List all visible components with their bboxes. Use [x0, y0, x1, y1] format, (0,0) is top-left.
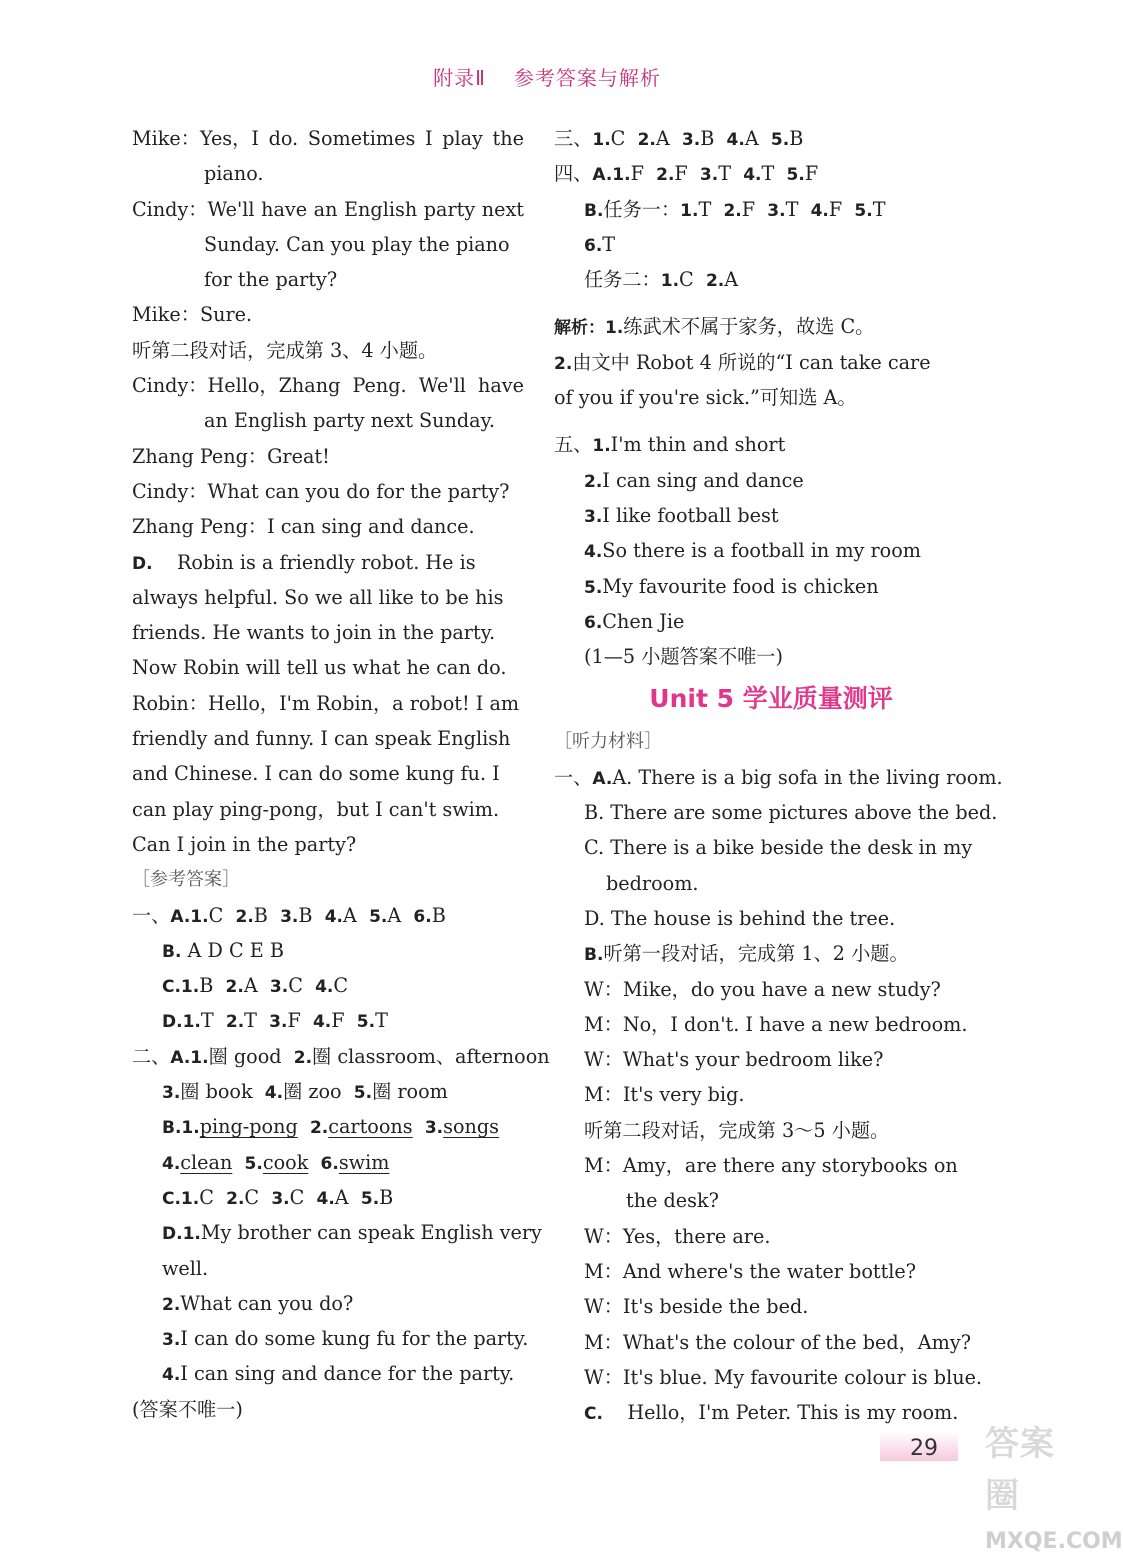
- line-text: C. There is a bike beside the desk in my: [584, 836, 973, 860]
- answer-text: I can sing and dance: [602, 468, 804, 492]
- answer-text: C: [289, 1185, 317, 1209]
- listening-material: [554, 724, 1003, 1430]
- answer-text: T: [785, 197, 811, 221]
- answer-text: A. There is a big sofa in the living room.: [612, 765, 1003, 789]
- word: the: [492, 127, 524, 150]
- answer-text: 圈 room: [372, 1080, 448, 1104]
- answer-text: I can sing and dance for the party.: [180, 1362, 515, 1386]
- answer-text: B: [253, 903, 281, 927]
- text-line: [132, 1109, 524, 1144]
- item-number: 5.: [353, 1083, 373, 1104]
- line-text: M：No，I don't. I have a new bedroom.: [584, 1012, 968, 1036]
- text-line: [554, 936, 974, 971]
- underlined-answer: cartoons: [328, 1115, 413, 1139]
- item-number: 4.: [162, 1365, 181, 1386]
- underlined-answer: ping-pong: [199, 1115, 298, 1139]
- word: next: [481, 197, 524, 221]
- text-line: [132, 650, 524, 685]
- item-number: A.1.: [170, 1047, 209, 1068]
- text-line: [132, 1251, 524, 1286]
- answer-text: B: [199, 974, 226, 998]
- answer-text: Hello，I'm Peter. This is my room.: [602, 1401, 959, 1425]
- word: We'll: [418, 374, 466, 398]
- item-number: 3.: [162, 1083, 181, 1104]
- item-number: 4.: [312, 1012, 332, 1033]
- text-line: [132, 1321, 529, 1356]
- text-line: [554, 972, 974, 1007]
- answer-text: C: [610, 127, 638, 150]
- line-text: 听第二段对话，完成第 3～5 小题。: [584, 1118, 890, 1142]
- answer-text: B: [298, 903, 325, 927]
- text-line: [554, 795, 998, 830]
- answer-text: 圈 classroom、afternoon: [312, 1044, 550, 1068]
- line-text: ［听力材料］: [554, 731, 662, 753]
- item-number: C.1.: [162, 1188, 200, 1209]
- underlined-answer: swim: [338, 1150, 390, 1174]
- item-number: 2.: [225, 1012, 245, 1033]
- line-text: M：It's very big.: [584, 1083, 745, 1107]
- text-line: [554, 724, 974, 759]
- item-number: 2.: [162, 1294, 181, 1315]
- text-line: [132, 297, 524, 332]
- text-line: [132, 827, 524, 862]
- header-appendix: 附录Ⅱ: [433, 66, 486, 90]
- line-text: Robin：Hello，I'm Robin，a robot! I am: [132, 691, 520, 715]
- line-text: Cindy：What can you do for the party?: [132, 479, 510, 503]
- answer-text: 圈 good: [208, 1044, 294, 1068]
- answer-text: F: [828, 197, 855, 221]
- text-line: [554, 1219, 974, 1254]
- answer-text: 由文中 Robot 4 所说的“I can take care: [572, 350, 931, 374]
- item-number: 4.: [315, 977, 334, 998]
- text-line: [554, 463, 974, 498]
- answer-text: C: [288, 974, 316, 998]
- answer-text: C: [244, 1185, 272, 1209]
- text-line: [132, 262, 524, 297]
- line-text: can play ping-pong，but I can't swim.: [132, 797, 500, 821]
- answer-text: [413, 1115, 425, 1138]
- item-number: 3.: [681, 130, 701, 150]
- answer-text: C: [199, 1185, 227, 1209]
- word: an: [313, 197, 338, 221]
- text-line: [132, 509, 524, 544]
- answer-text: T: [244, 1009, 270, 1033]
- answer-text: A: [343, 903, 370, 927]
- item-number: 3.: [424, 1118, 444, 1139]
- text-line: [132, 1074, 524, 1109]
- line-text: D. The house is behind the tree.: [584, 906, 896, 930]
- text-line: [132, 227, 524, 262]
- answer-text: T: [761, 162, 787, 186]
- answer-text: So there is a football in my room: [602, 539, 921, 563]
- header-title: 参考答案与解析: [513, 66, 661, 90]
- line-text: M：And where's the water bottle?: [584, 1259, 917, 1283]
- item-number: A.: [592, 768, 613, 789]
- item-number: D.1.: [162, 1224, 201, 1245]
- line-text: W：What's your bedroom like?: [584, 1048, 884, 1072]
- text-line: [132, 580, 524, 615]
- item-number: 6.: [584, 235, 603, 256]
- line-text: W：Yes，there are.: [584, 1224, 771, 1248]
- answer-text: [308, 1151, 320, 1174]
- line-text: 一、: [554, 765, 593, 789]
- answer-text: A: [334, 1185, 361, 1209]
- item-number: 解析：1.: [554, 318, 624, 339]
- text-line: [132, 1145, 524, 1180]
- text-line: [554, 156, 974, 191]
- line-text: M：What's the colour of the bed，Amy?: [584, 1330, 971, 1354]
- item-number: B.: [584, 945, 604, 966]
- item-number: 2.: [584, 471, 603, 492]
- answer-text: F: [287, 1009, 313, 1033]
- answer-text: C: [333, 974, 349, 998]
- item-number: 1.: [592, 436, 611, 457]
- line-text: Zhang Peng：Great!: [132, 444, 330, 468]
- answer-text: B: [431, 903, 446, 927]
- line-text: W：It's beside the bed.: [584, 1295, 809, 1319]
- text-line: [554, 192, 974, 227]
- item-number: 6.: [320, 1153, 339, 1174]
- answer-text: F: [674, 162, 700, 186]
- text-line: [132, 862, 524, 897]
- line-text: Sunday. Can you play the piano: [204, 232, 510, 256]
- item-number: 5.: [770, 130, 790, 150]
- answer-text: A D C E B: [181, 938, 284, 962]
- answer-text: 任务一：: [603, 197, 681, 221]
- answer-text: A: [387, 903, 414, 927]
- text-line: [554, 427, 974, 462]
- text-line: [554, 1007, 974, 1042]
- text-line: [132, 1215, 542, 1250]
- item-number: C.: [584, 1404, 603, 1425]
- line-text: Now Robin will tell us what he can do.: [132, 656, 507, 680]
- item-number: 3.: [269, 977, 289, 998]
- text-line: [132, 1039, 550, 1074]
- item-number: 1.: [680, 200, 699, 221]
- answer-text: B: [789, 127, 804, 150]
- line-text: well.: [162, 1256, 209, 1280]
- line-text: Zhang Peng：I can sing and dance.: [132, 515, 475, 539]
- text-line: [132, 898, 524, 933]
- item-number: B.: [162, 941, 182, 962]
- word: party: [423, 197, 476, 221]
- text-line: [554, 533, 974, 568]
- word: have: [478, 374, 524, 398]
- answer-text: B: [700, 127, 727, 150]
- item-number: A.1.: [592, 165, 631, 186]
- text-line: [132, 1180, 524, 1215]
- text-line: [554, 604, 974, 639]
- line-text: Mike：Sure.: [132, 303, 253, 327]
- item-label: D.: [132, 553, 153, 574]
- text-line: [554, 901, 974, 936]
- word: have: [261, 197, 308, 221]
- word: Cindy：We'll: [132, 197, 255, 221]
- line-text: 四、: [554, 162, 593, 186]
- watermark-line2: MXQE.COM: [985, 1529, 1123, 1554]
- line-text: for the party?: [204, 268, 338, 292]
- text-line: [554, 1077, 974, 1112]
- item-number: 5.: [786, 165, 805, 186]
- item-number: 4.: [810, 200, 829, 221]
- answer-text: T: [872, 197, 886, 221]
- text-line: [554, 309, 974, 344]
- text-line: [132, 156, 524, 191]
- line-text: piano.: [204, 162, 264, 186]
- answer-text: What can you do?: [180, 1291, 354, 1315]
- answer-text: 任务二：: [584, 268, 661, 292]
- answer-text: T: [200, 1009, 226, 1033]
- line-text: (答案不唯一): [132, 1397, 243, 1421]
- line-text: and Chinese. I can do some kung fu. I: [132, 762, 500, 786]
- text-line: [554, 1395, 974, 1430]
- page-number: 29: [880, 1431, 958, 1461]
- word: English: [344, 197, 418, 221]
- word: Mike：Yes，I: [132, 127, 259, 150]
- line-text: B. There are some pictures above the bed.: [584, 801, 998, 825]
- answer-text: [298, 1115, 310, 1138]
- item-number: C.1.: [162, 977, 200, 998]
- item-number: 4.: [324, 906, 343, 927]
- line-text: 一、: [132, 903, 171, 927]
- answers-section-3-4: [554, 121, 974, 297]
- text-line: [132, 968, 524, 1003]
- text-line: [132, 756, 524, 791]
- answer-text: C: [208, 903, 236, 927]
- item-number: A.1.: [170, 906, 209, 927]
- text-line: [132, 333, 524, 368]
- text-line: [132, 721, 524, 756]
- line-text: friends. He wants to join in the party.: [132, 621, 496, 645]
- right-column: [554, 121, 1003, 1430]
- item-number: D.1.: [162, 1012, 201, 1033]
- item-number: 5.: [360, 1188, 380, 1209]
- item-number: 6.: [584, 612, 603, 633]
- text-line: [554, 262, 974, 297]
- underlined-answer: clean: [180, 1150, 233, 1174]
- item-number: 2.: [656, 165, 675, 186]
- answer-text: F: [630, 162, 657, 186]
- answer-text: Chen Jie: [602, 609, 685, 633]
- item-number: 4.: [264, 1083, 284, 1104]
- item-number: 3.: [767, 200, 786, 221]
- item-number: B.1.: [162, 1118, 200, 1139]
- item-number: 6.: [413, 906, 432, 927]
- item-number: 4.: [584, 542, 603, 563]
- word: I: [424, 127, 433, 150]
- word: do.: [268, 127, 299, 150]
- unit-title: Unit 5 学业质量测评: [649, 684, 893, 714]
- answer-text: A: [744, 127, 771, 150]
- answer-text: F: [804, 162, 819, 186]
- text-line: [132, 1003, 524, 1038]
- item-number: 5.: [854, 200, 873, 221]
- answer-text: [232, 1151, 244, 1174]
- text-line: [554, 760, 1003, 795]
- text-line: [132, 1356, 524, 1391]
- item-number: 5.: [356, 1012, 376, 1033]
- analysis-section: [554, 309, 974, 415]
- item-number: 5.: [369, 906, 388, 927]
- text-line: [554, 1148, 974, 1183]
- text-line: [554, 1254, 974, 1289]
- answer-text: F: [331, 1009, 357, 1033]
- item-number: 2.: [293, 1047, 313, 1068]
- text-line: [554, 1183, 974, 1218]
- line-text: always helpful. So we all like to be his: [132, 585, 504, 609]
- item-number: 2.: [554, 353, 573, 374]
- text-line: [132, 933, 524, 968]
- answer-text: B: [379, 1185, 394, 1209]
- answer-text: T: [698, 197, 724, 221]
- text-line: [554, 830, 974, 865]
- page-header: [0, 62, 1094, 91]
- word: Cindy：Hello，Zhang: [132, 374, 341, 398]
- line-text: 听第二段对话，完成第 3、4 小题。: [132, 338, 438, 362]
- answer-text: A: [655, 127, 682, 150]
- item-number: 3.: [271, 1188, 290, 1209]
- item-number: 3.: [584, 506, 603, 527]
- text-line: [554, 498, 974, 533]
- text-line: [132, 439, 524, 474]
- item-number: 2.: [225, 977, 244, 998]
- answer-text: 圈 zoo: [283, 1080, 354, 1104]
- item-number: B.: [584, 200, 604, 221]
- item-number: 1.: [592, 130, 611, 150]
- line-text: W：Mike，do you have a new study?: [584, 977, 941, 1001]
- item-number: 5.: [244, 1153, 263, 1174]
- item-number: 3.: [162, 1330, 181, 1351]
- line-text: bedroom.: [606, 871, 699, 895]
- answer-text: A: [243, 974, 270, 998]
- item-number: 4.: [743, 165, 762, 186]
- text-line: [554, 1042, 974, 1077]
- answers-section-5: [554, 427, 974, 674]
- watermark-logo: [985, 1418, 1123, 1554]
- answer-text: I like football best: [602, 503, 779, 527]
- text-line: [132, 1392, 524, 1427]
- item-number: 3.: [280, 906, 299, 927]
- item-number: 3.: [699, 165, 719, 186]
- word: Peng.: [352, 374, 407, 398]
- item-number: 5.: [584, 577, 603, 598]
- text-line: [554, 1113, 974, 1148]
- text-line: [132, 792, 524, 827]
- answer-text: My brother can speak English very: [200, 1221, 542, 1245]
- item-number: 2.: [226, 1188, 245, 1209]
- answer-text: I'm thin and short: [610, 433, 786, 457]
- answer-text: T: [375, 1009, 388, 1033]
- line-text: the desk?: [626, 1189, 719, 1213]
- item-number: 2.: [309, 1118, 329, 1139]
- text-line: [554, 121, 974, 156]
- underlined-answer: cook: [262, 1150, 309, 1174]
- text-line: [132, 192, 524, 227]
- answer-text: My favourite food is chicken: [602, 574, 879, 598]
- line-text: friendly and funny. I can speak English: [132, 727, 511, 751]
- text-line: [554, 380, 974, 415]
- line-text: 三、: [554, 127, 593, 150]
- answer-text: A: [724, 268, 739, 292]
- item-number: 3.: [269, 1012, 288, 1033]
- line-text: ［参考答案］: [132, 869, 240, 891]
- text-line: [132, 545, 524, 580]
- text-line: [554, 569, 974, 604]
- text-line: [132, 474, 524, 509]
- word: Sometimes: [307, 127, 416, 150]
- line-text: Can I join in the party?: [132, 832, 357, 856]
- word: play: [442, 127, 483, 150]
- text-line: [132, 403, 524, 438]
- line-text: 二、: [132, 1044, 171, 1068]
- answer-text: F: [741, 197, 768, 221]
- item-number: 2.: [637, 130, 656, 150]
- answer-text: 练武术不属于家务，故选 C。: [623, 315, 875, 339]
- text-line: [132, 1286, 524, 1321]
- text-line: [554, 227, 974, 262]
- line-text: (1—5 小题答案不唯一): [584, 645, 783, 669]
- answer-text: 听第一段对话，完成第 1、2 小题。: [603, 942, 909, 966]
- text-line: [132, 368, 524, 403]
- item-number: 4.: [726, 130, 745, 150]
- line-text: of you if you're sick.”可知选 A。: [554, 386, 857, 410]
- text-line: [554, 1360, 983, 1395]
- line-text: an English party next Sunday.: [204, 409, 495, 433]
- line-text: 五、: [554, 433, 593, 457]
- text-line: [554, 1289, 974, 1324]
- answer-text: 圈 book: [180, 1080, 265, 1104]
- line-text: W：It's blue. My favourite colour is blue.: [584, 1365, 983, 1389]
- text-line: [132, 121, 524, 156]
- text-line: [554, 866, 974, 901]
- text-line: [132, 686, 524, 721]
- item-number: 2.: [705, 271, 725, 292]
- answer-text: I can do some kung fu for the party.: [180, 1327, 529, 1351]
- item-number: 4.: [316, 1188, 335, 1209]
- answer-text: T: [602, 232, 616, 256]
- text-line: [554, 1325, 974, 1360]
- item-number: 2.: [723, 200, 742, 221]
- answer-text: C: [679, 268, 706, 292]
- text-line: [554, 345, 974, 380]
- left-column: [132, 121, 550, 1427]
- item-number: 1.: [660, 271, 680, 292]
- line-text: M：Amy，are there any storybooks on: [584, 1154, 958, 1178]
- underlined-answer: songs: [443, 1115, 500, 1139]
- answer-text: T: [718, 162, 744, 186]
- text-line: [554, 639, 974, 674]
- watermark-line1: 答案圈: [985, 1424, 1055, 1516]
- item-number: 4.: [162, 1153, 181, 1174]
- item-number: 2.: [235, 906, 254, 927]
- text-line: [132, 615, 524, 650]
- line-text: Robin is a friendly robot. He is: [152, 550, 476, 574]
